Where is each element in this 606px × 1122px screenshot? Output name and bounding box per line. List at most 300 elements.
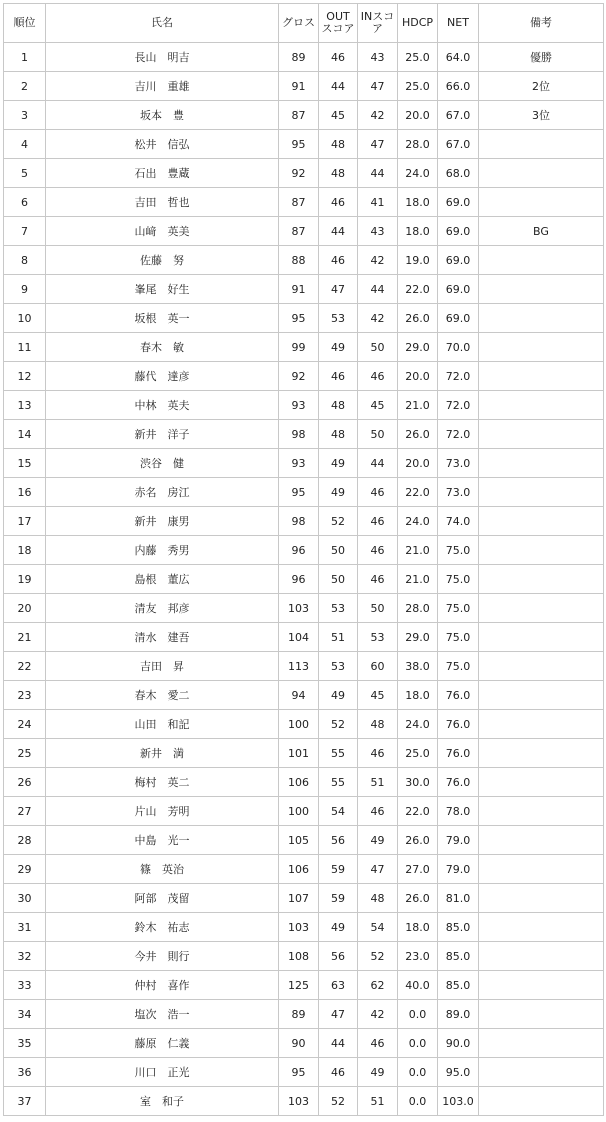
out-score-cell: 46 bbox=[319, 188, 358, 217]
out-score-cell: 48 bbox=[319, 420, 358, 449]
net-cell: 85.0 bbox=[438, 971, 479, 1000]
net-cell: 74.0 bbox=[438, 507, 479, 536]
net-cell: 89.0 bbox=[438, 1000, 479, 1029]
gross-cell: 87 bbox=[279, 101, 319, 130]
hdcp-cell: 25.0 bbox=[398, 739, 438, 768]
in-score-cell: 42 bbox=[358, 304, 398, 333]
rank-cell: 7 bbox=[4, 217, 46, 246]
note-cell bbox=[479, 420, 604, 449]
out-score-cell: 53 bbox=[319, 304, 358, 333]
hdcp-cell: 21.0 bbox=[398, 536, 438, 565]
note-cell bbox=[479, 1087, 604, 1116]
out-score-cell: 49 bbox=[319, 913, 358, 942]
in-score-cell: 46 bbox=[358, 362, 398, 391]
name-cell: 新井 康男 bbox=[46, 507, 279, 536]
hdcp-cell: 26.0 bbox=[398, 420, 438, 449]
out-score-cell: 50 bbox=[319, 565, 358, 594]
table-row bbox=[4, 565, 604, 594]
note-cell bbox=[479, 826, 604, 855]
gross-cell: 95 bbox=[279, 130, 319, 159]
out-score-cell: 47 bbox=[319, 1000, 358, 1029]
note-cell bbox=[479, 362, 604, 391]
gross-cell: 87 bbox=[279, 188, 319, 217]
in-score-cell: 51 bbox=[358, 768, 398, 797]
note-cell bbox=[479, 565, 604, 594]
gross-cell: 98 bbox=[279, 420, 319, 449]
table-row bbox=[4, 72, 604, 101]
rank-cell: 27 bbox=[4, 797, 46, 826]
hdcp-cell: 27.0 bbox=[398, 855, 438, 884]
in-score-cell: 52 bbox=[358, 942, 398, 971]
hdcp-cell: 25.0 bbox=[398, 72, 438, 101]
out-score-cell: 46 bbox=[319, 362, 358, 391]
rank-cell: 14 bbox=[4, 420, 46, 449]
net-cell: 72.0 bbox=[438, 391, 479, 420]
net-cell: 64.0 bbox=[438, 43, 479, 72]
out-score-cell: 56 bbox=[319, 826, 358, 855]
net-cell: 75.0 bbox=[438, 565, 479, 594]
rank-cell: 6 bbox=[4, 188, 46, 217]
out-score-cell: 54 bbox=[319, 797, 358, 826]
in-score-cell: 44 bbox=[358, 159, 398, 188]
in-score-cell: 49 bbox=[358, 826, 398, 855]
note-cell: 3位 bbox=[479, 101, 604, 130]
name-cell: 仲村 喜作 bbox=[46, 971, 279, 1000]
hdcp-cell: 22.0 bbox=[398, 478, 438, 507]
in-score-cell: 48 bbox=[358, 710, 398, 739]
table-row bbox=[4, 449, 604, 478]
gross-cell: 95 bbox=[279, 1058, 319, 1087]
gross-cell: 91 bbox=[279, 72, 319, 101]
table-row bbox=[4, 681, 604, 710]
note-cell bbox=[479, 507, 604, 536]
gross-cell: 92 bbox=[279, 159, 319, 188]
in-score-cell: 50 bbox=[358, 333, 398, 362]
net-cell: 69.0 bbox=[438, 188, 479, 217]
name-cell: 鈴木 祐志 bbox=[46, 913, 279, 942]
net-cell: 75.0 bbox=[438, 623, 479, 652]
table-row bbox=[4, 942, 604, 971]
in-score-cell: 60 bbox=[358, 652, 398, 681]
net-cell: 69.0 bbox=[438, 246, 479, 275]
table-row bbox=[4, 130, 604, 159]
table-row bbox=[4, 826, 604, 855]
hdcp-cell: 20.0 bbox=[398, 362, 438, 391]
net-cell: 85.0 bbox=[438, 913, 479, 942]
out-score-cell: 51 bbox=[319, 623, 358, 652]
name-cell: 吉田 昇 bbox=[46, 652, 279, 681]
hdcp-cell: 18.0 bbox=[398, 913, 438, 942]
table-row bbox=[4, 739, 604, 768]
rank-cell: 9 bbox=[4, 275, 46, 304]
hdcp-cell: 22.0 bbox=[398, 797, 438, 826]
note-cell bbox=[479, 652, 604, 681]
net-cell: 75.0 bbox=[438, 652, 479, 681]
net-cell: 67.0 bbox=[438, 130, 479, 159]
name-cell: 島根 董広 bbox=[46, 565, 279, 594]
table-row bbox=[4, 536, 604, 565]
table-row bbox=[4, 1029, 604, 1058]
net-cell: 69.0 bbox=[438, 275, 479, 304]
header-gross: グロス bbox=[279, 4, 319, 43]
gross-cell: 98 bbox=[279, 507, 319, 536]
hdcp-cell: 22.0 bbox=[398, 275, 438, 304]
hdcp-cell: 26.0 bbox=[398, 826, 438, 855]
rank-cell: 3 bbox=[4, 101, 46, 130]
header-name: 氏名 bbox=[46, 4, 279, 43]
header-hdcp: HDCP bbox=[398, 4, 438, 43]
name-cell: 清友 邦彦 bbox=[46, 594, 279, 623]
gross-cell: 100 bbox=[279, 797, 319, 826]
gross-cell: 96 bbox=[279, 565, 319, 594]
hdcp-cell: 26.0 bbox=[398, 884, 438, 913]
table-row bbox=[4, 217, 604, 246]
net-cell: 69.0 bbox=[438, 217, 479, 246]
table-row bbox=[4, 275, 604, 304]
hdcp-cell: 18.0 bbox=[398, 188, 438, 217]
rank-cell: 13 bbox=[4, 391, 46, 420]
out-score-cell: 53 bbox=[319, 594, 358, 623]
header-note: 備考 bbox=[479, 4, 604, 43]
table-row bbox=[4, 1058, 604, 1087]
net-cell: 72.0 bbox=[438, 362, 479, 391]
name-cell: 佐藤 努 bbox=[46, 246, 279, 275]
rank-cell: 28 bbox=[4, 826, 46, 855]
note-cell bbox=[479, 681, 604, 710]
gross-cell: 108 bbox=[279, 942, 319, 971]
hdcp-cell: 0.0 bbox=[398, 1029, 438, 1058]
out-score-cell: 44 bbox=[319, 217, 358, 246]
name-cell: 坂本 豊 bbox=[46, 101, 279, 130]
hdcp-cell: 18.0 bbox=[398, 681, 438, 710]
in-score-cell: 44 bbox=[358, 449, 398, 478]
note-cell bbox=[479, 971, 604, 1000]
name-cell: 阿部 茂留 bbox=[46, 884, 279, 913]
in-score-cell: 41 bbox=[358, 188, 398, 217]
header-rank: 順位 bbox=[4, 4, 46, 43]
in-score-cell: 49 bbox=[358, 1058, 398, 1087]
net-cell: 103.0 bbox=[438, 1087, 479, 1116]
gross-cell: 87 bbox=[279, 217, 319, 246]
net-cell: 79.0 bbox=[438, 826, 479, 855]
net-cell: 76.0 bbox=[438, 768, 479, 797]
note-cell bbox=[479, 536, 604, 565]
net-cell: 79.0 bbox=[438, 855, 479, 884]
table-row bbox=[4, 159, 604, 188]
gross-cell: 89 bbox=[279, 43, 319, 72]
hdcp-cell: 21.0 bbox=[398, 391, 438, 420]
hdcp-cell: 24.0 bbox=[398, 159, 438, 188]
hdcp-cell: 20.0 bbox=[398, 449, 438, 478]
name-cell: 長山 明吉 bbox=[46, 43, 279, 72]
note-cell bbox=[479, 246, 604, 275]
in-score-cell: 42 bbox=[358, 246, 398, 275]
rank-cell: 10 bbox=[4, 304, 46, 333]
in-score-cell: 43 bbox=[358, 43, 398, 72]
table-row bbox=[4, 797, 604, 826]
hdcp-cell: 19.0 bbox=[398, 246, 438, 275]
table-row bbox=[4, 971, 604, 1000]
net-cell: 85.0 bbox=[438, 942, 479, 971]
table-row bbox=[4, 1000, 604, 1029]
name-cell: 渋谷 健 bbox=[46, 449, 279, 478]
net-cell: 66.0 bbox=[438, 72, 479, 101]
out-score-cell: 53 bbox=[319, 652, 358, 681]
name-cell: 山﨑 英美 bbox=[46, 217, 279, 246]
results-table bbox=[3, 3, 604, 1116]
net-cell: 73.0 bbox=[438, 449, 479, 478]
note-cell bbox=[479, 478, 604, 507]
name-cell: 中林 英夫 bbox=[46, 391, 279, 420]
net-cell: 67.0 bbox=[438, 101, 479, 130]
name-cell: 篠 英治 bbox=[46, 855, 279, 884]
out-score-cell: 49 bbox=[319, 449, 358, 478]
in-score-cell: 46 bbox=[358, 1029, 398, 1058]
name-cell: 藤原 仁義 bbox=[46, 1029, 279, 1058]
name-cell: 梅村 英二 bbox=[46, 768, 279, 797]
hdcp-cell: 23.0 bbox=[398, 942, 438, 971]
gross-cell: 88 bbox=[279, 246, 319, 275]
net-cell: 68.0 bbox=[438, 159, 479, 188]
gross-cell: 103 bbox=[279, 913, 319, 942]
hdcp-cell: 28.0 bbox=[398, 594, 438, 623]
rank-cell: 15 bbox=[4, 449, 46, 478]
table-row bbox=[4, 188, 604, 217]
in-score-cell: 46 bbox=[358, 507, 398, 536]
table-row bbox=[4, 913, 604, 942]
note-cell bbox=[479, 1058, 604, 1087]
note-cell: 優勝 bbox=[479, 43, 604, 72]
net-cell: 73.0 bbox=[438, 478, 479, 507]
out-score-cell: 48 bbox=[319, 391, 358, 420]
in-score-cell: 54 bbox=[358, 913, 398, 942]
table-row bbox=[4, 362, 604, 391]
gross-cell: 125 bbox=[279, 971, 319, 1000]
name-cell: 吉田 哲也 bbox=[46, 188, 279, 217]
out-score-cell: 46 bbox=[319, 246, 358, 275]
gross-cell: 107 bbox=[279, 884, 319, 913]
in-score-cell: 46 bbox=[358, 536, 398, 565]
name-cell: 赤名 房江 bbox=[46, 478, 279, 507]
net-cell: 76.0 bbox=[438, 739, 479, 768]
name-cell: 山田 和記 bbox=[46, 710, 279, 739]
table-row bbox=[4, 855, 604, 884]
rank-cell: 12 bbox=[4, 362, 46, 391]
note-cell bbox=[479, 1000, 604, 1029]
name-cell: 今井 則行 bbox=[46, 942, 279, 971]
rank-cell: 8 bbox=[4, 246, 46, 275]
name-cell: 内藤 秀男 bbox=[46, 536, 279, 565]
note-cell bbox=[479, 623, 604, 652]
note-cell bbox=[479, 710, 604, 739]
in-score-cell: 47 bbox=[358, 130, 398, 159]
hdcp-cell: 29.0 bbox=[398, 333, 438, 362]
out-score-cell: 59 bbox=[319, 884, 358, 913]
name-cell: 中島 光一 bbox=[46, 826, 279, 855]
note-cell bbox=[479, 449, 604, 478]
rank-cell: 5 bbox=[4, 159, 46, 188]
gross-cell: 106 bbox=[279, 768, 319, 797]
hdcp-cell: 30.0 bbox=[398, 768, 438, 797]
in-score-cell: 48 bbox=[358, 884, 398, 913]
note-cell: 2位 bbox=[479, 72, 604, 101]
rank-cell: 22 bbox=[4, 652, 46, 681]
net-cell: 75.0 bbox=[438, 594, 479, 623]
gross-cell: 94 bbox=[279, 681, 319, 710]
header-in-score: INスコア bbox=[358, 4, 398, 43]
table-row bbox=[4, 623, 604, 652]
header-net: NET bbox=[438, 4, 479, 43]
name-cell: 峯尾 好生 bbox=[46, 275, 279, 304]
gross-cell: 104 bbox=[279, 623, 319, 652]
table-row bbox=[4, 652, 604, 681]
rank-cell: 18 bbox=[4, 536, 46, 565]
note-cell bbox=[479, 333, 604, 362]
rank-cell: 2 bbox=[4, 72, 46, 101]
gross-cell: 95 bbox=[279, 304, 319, 333]
table-row bbox=[4, 1087, 604, 1116]
table-row bbox=[4, 710, 604, 739]
note-cell bbox=[479, 768, 604, 797]
net-cell: 70.0 bbox=[438, 333, 479, 362]
rank-cell: 25 bbox=[4, 739, 46, 768]
in-score-cell: 53 bbox=[358, 623, 398, 652]
note-cell bbox=[479, 130, 604, 159]
note-cell bbox=[479, 304, 604, 333]
in-score-cell: 46 bbox=[358, 797, 398, 826]
in-score-cell: 43 bbox=[358, 217, 398, 246]
in-score-cell: 46 bbox=[358, 739, 398, 768]
hdcp-cell: 20.0 bbox=[398, 101, 438, 130]
gross-cell: 93 bbox=[279, 391, 319, 420]
out-score-cell: 47 bbox=[319, 275, 358, 304]
in-score-cell: 44 bbox=[358, 275, 398, 304]
out-score-cell: 46 bbox=[319, 1058, 358, 1087]
name-cell: 坂根 英一 bbox=[46, 304, 279, 333]
in-score-cell: 45 bbox=[358, 391, 398, 420]
table-row bbox=[4, 478, 604, 507]
name-cell: 清水 建吾 bbox=[46, 623, 279, 652]
note-cell bbox=[479, 797, 604, 826]
rank-cell: 23 bbox=[4, 681, 46, 710]
gross-cell: 103 bbox=[279, 594, 319, 623]
hdcp-cell: 40.0 bbox=[398, 971, 438, 1000]
table-row bbox=[4, 101, 604, 130]
table-row bbox=[4, 391, 604, 420]
hdcp-cell: 0.0 bbox=[398, 1000, 438, 1029]
rank-cell: 37 bbox=[4, 1087, 46, 1116]
name-cell: 新井 満 bbox=[46, 739, 279, 768]
gross-cell: 113 bbox=[279, 652, 319, 681]
rank-cell: 1 bbox=[4, 43, 46, 72]
note-cell bbox=[479, 159, 604, 188]
rank-cell: 34 bbox=[4, 1000, 46, 1029]
hdcp-cell: 18.0 bbox=[398, 217, 438, 246]
table-row bbox=[4, 43, 604, 72]
rank-cell: 17 bbox=[4, 507, 46, 536]
hdcp-cell: 38.0 bbox=[398, 652, 438, 681]
out-score-cell: 56 bbox=[319, 942, 358, 971]
out-score-cell: 52 bbox=[319, 710, 358, 739]
rank-cell: 20 bbox=[4, 594, 46, 623]
out-score-cell: 63 bbox=[319, 971, 358, 1000]
rank-cell: 36 bbox=[4, 1058, 46, 1087]
net-cell: 78.0 bbox=[438, 797, 479, 826]
rank-cell: 21 bbox=[4, 623, 46, 652]
net-cell: 90.0 bbox=[438, 1029, 479, 1058]
table-row bbox=[4, 507, 604, 536]
in-score-cell: 46 bbox=[358, 565, 398, 594]
out-score-cell: 48 bbox=[319, 159, 358, 188]
net-cell: 95.0 bbox=[438, 1058, 479, 1087]
note-cell bbox=[479, 942, 604, 971]
out-score-cell: 52 bbox=[319, 507, 358, 536]
net-cell: 76.0 bbox=[438, 681, 479, 710]
gross-cell: 101 bbox=[279, 739, 319, 768]
rank-cell: 24 bbox=[4, 710, 46, 739]
gross-cell: 90 bbox=[279, 1029, 319, 1058]
name-cell: 室 和子 bbox=[46, 1087, 279, 1116]
table-row bbox=[4, 420, 604, 449]
note-cell bbox=[479, 594, 604, 623]
out-score-cell: 46 bbox=[319, 43, 358, 72]
table-row bbox=[4, 594, 604, 623]
rank-cell: 26 bbox=[4, 768, 46, 797]
name-cell: 川口 正光 bbox=[46, 1058, 279, 1087]
table-row bbox=[4, 768, 604, 797]
out-score-cell: 59 bbox=[319, 855, 358, 884]
gross-cell: 89 bbox=[279, 1000, 319, 1029]
note-cell bbox=[479, 1029, 604, 1058]
table-row bbox=[4, 884, 604, 913]
hdcp-cell: 24.0 bbox=[398, 710, 438, 739]
name-cell: 松井 信弘 bbox=[46, 130, 279, 159]
hdcp-cell: 28.0 bbox=[398, 130, 438, 159]
net-cell: 75.0 bbox=[438, 536, 479, 565]
table-body bbox=[4, 43, 604, 1116]
rank-cell: 30 bbox=[4, 884, 46, 913]
in-score-cell: 47 bbox=[358, 855, 398, 884]
in-score-cell: 62 bbox=[358, 971, 398, 1000]
note-cell bbox=[479, 739, 604, 768]
out-score-cell: 55 bbox=[319, 739, 358, 768]
out-score-cell: 45 bbox=[319, 101, 358, 130]
name-cell: 塩次 浩一 bbox=[46, 1000, 279, 1029]
hdcp-cell: 24.0 bbox=[398, 507, 438, 536]
table-row bbox=[4, 304, 604, 333]
name-cell: 新井 洋子 bbox=[46, 420, 279, 449]
in-score-cell: 45 bbox=[358, 681, 398, 710]
header-out-score: OUTスコア bbox=[319, 4, 358, 43]
gross-cell: 91 bbox=[279, 275, 319, 304]
in-score-cell: 42 bbox=[358, 1000, 398, 1029]
rank-cell: 32 bbox=[4, 942, 46, 971]
hdcp-cell: 25.0 bbox=[398, 43, 438, 72]
gross-cell: 105 bbox=[279, 826, 319, 855]
in-score-cell: 51 bbox=[358, 1087, 398, 1116]
hdcp-cell: 0.0 bbox=[398, 1058, 438, 1087]
in-score-cell: 42 bbox=[358, 101, 398, 130]
in-score-cell: 46 bbox=[358, 478, 398, 507]
hdcp-cell: 26.0 bbox=[398, 304, 438, 333]
rank-cell: 33 bbox=[4, 971, 46, 1000]
net-cell: 81.0 bbox=[438, 884, 479, 913]
hdcp-cell: 0.0 bbox=[398, 1087, 438, 1116]
out-score-cell: 52 bbox=[319, 1087, 358, 1116]
out-score-cell: 49 bbox=[319, 333, 358, 362]
name-cell: 春木 愛二 bbox=[46, 681, 279, 710]
rank-cell: 35 bbox=[4, 1029, 46, 1058]
